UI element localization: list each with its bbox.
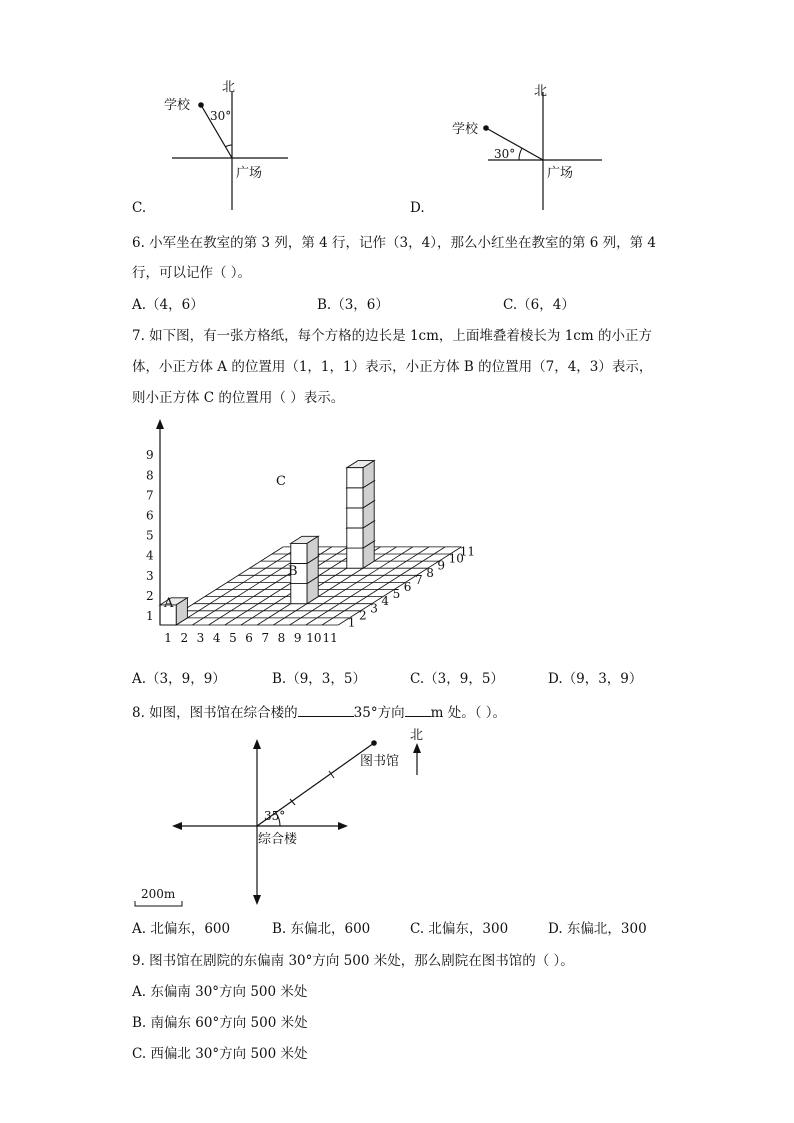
cube-face [347, 548, 363, 568]
q8-prefix: 8. 如图，图书馆在综合楼的 [132, 705, 298, 721]
cube-face [347, 508, 363, 528]
q8-blank-distance[interactable] [405, 703, 431, 717]
option-d-label: D. [410, 200, 425, 216]
y-tick-label: 7 [415, 572, 423, 587]
y-tick-label: 1 [347, 615, 356, 630]
y-tick-label: 4 [381, 594, 390, 609]
cube-label-b: B [288, 564, 298, 579]
q6-line2: 行，可以记作（ ）。 [132, 265, 252, 281]
option-c-label: C. [132, 200, 147, 216]
grid-line [322, 547, 445, 625]
y-tick-label: 11 [459, 544, 476, 559]
x-tick-label: 2 [180, 631, 189, 645]
axes [156, 419, 164, 625]
north-label: 北 [410, 728, 424, 743]
q6-line1: 6. 小军坐在教室的第 3 列，第 4 行，记作（3，4），那么小红坐在教室的第 6 列，第 4 [132, 235, 656, 251]
q6-option-a[interactable]: A.（4，6） [132, 297, 204, 313]
z-tick-label: 2 [146, 588, 154, 603]
q8-option-b[interactable]: B. 东偏北，600 [272, 921, 371, 937]
cube-label-a: A [164, 596, 174, 611]
scale-label: 200m [141, 887, 176, 901]
q9-line1: 9. 图书馆在剧院的东偏南 30°方向 500 米处，那么剧院在图书馆的（ ）。 [132, 953, 574, 969]
x-tick-label: 7 [261, 631, 270, 645]
q9-option-b[interactable]: B. 南偏东 60°方向 500 米处 [132, 1015, 308, 1031]
q8-suffix: m 处。（ ）。 [430, 705, 506, 721]
cube-face [347, 468, 363, 488]
angle-label: 35° [264, 809, 286, 823]
x-tick-label: 3 [196, 631, 205, 645]
library-label: 图书馆 [360, 754, 400, 769]
z-tick-label: 7 [146, 488, 154, 503]
z-tick-label: 5 [146, 528, 154, 543]
angle-label: 30° [210, 109, 232, 123]
q8-option-c[interactable]: C. 北偏东，300 [410, 921, 509, 937]
q7-option-d[interactable]: D.（9，3，9） [548, 671, 643, 687]
cubes [160, 461, 374, 625]
north-label: 北 [534, 84, 548, 99]
q8-middle: 35°方向 [353, 705, 405, 721]
grid-line [176, 547, 299, 625]
x-tick-label: 11 [322, 631, 338, 645]
q8-stem [132, 703, 506, 722]
x-tick-label: 5 [229, 631, 237, 645]
q7-grid-figure [130, 415, 500, 655]
z-tick-label: 6 [146, 508, 154, 523]
q8-option-d[interactable]: D. 东偏北，300 [548, 921, 647, 937]
cube-face [347, 528, 363, 548]
plaza-label: 广场 [236, 166, 263, 181]
x-tick-label: 9 [293, 631, 302, 645]
angle-label: 30° [494, 147, 516, 161]
q6-option-b[interactable]: B.（3，6） [317, 297, 389, 313]
q8-option-a[interactable]: A. 北偏东，600 [132, 921, 231, 937]
y-tick-label: 8 [426, 565, 434, 580]
figure-option-d [446, 76, 616, 216]
x-tick-label: 1 [164, 631, 172, 645]
z-tick-label: 1 [146, 609, 154, 623]
plaza-label: 广场 [547, 166, 574, 181]
school-label: 学校 [164, 98, 191, 113]
z-tick-label: 8 [146, 468, 154, 483]
school-label: 学校 [452, 122, 479, 137]
x-tick-label: 8 [277, 631, 286, 645]
q7-line3: 则小正方体 C 的位置用（ ）表示。 [132, 390, 345, 406]
cube-face [291, 543, 307, 563]
x-tick-label: 4 [212, 631, 221, 645]
z-tick-label: 9 [146, 448, 154, 463]
z-tick-label: 4 [146, 548, 154, 563]
building-label: 综合楼 [258, 832, 298, 847]
q6-option-c[interactable]: C.（6，4） [503, 297, 575, 313]
y-tick-label: 2 [359, 608, 367, 623]
cube-face [347, 488, 363, 508]
y-tick-label: 5 [392, 587, 401, 602]
q8-figure [130, 725, 430, 910]
q7-line2: 体，小正方体 A 的位置用（1，1，1）表示，小正方体 B 的位置用（7，4，3）表示， [132, 359, 653, 375]
q9-option-c[interactable]: C. 西偏北 30°方向 500 米处 [132, 1046, 308, 1062]
y-tick-label: 3 [370, 601, 378, 616]
z-axis-arrow [156, 419, 164, 429]
y-tick-label: 9 [437, 558, 446, 573]
cube-label-c: C [276, 474, 286, 489]
q7-option-a[interactable]: A.（3，9，9） [132, 671, 226, 687]
y-tick-label: 10 [448, 551, 464, 566]
q9-option-a[interactable]: A. 东偏南 30°方向 500 米处 [132, 984, 308, 1000]
q7-option-b[interactable]: B.（9，3，5） [272, 671, 366, 687]
grid-line [225, 547, 348, 625]
x-tick-label: 10 [306, 631, 322, 645]
figure-option-c [160, 76, 300, 216]
cube-face [291, 584, 307, 604]
z-tick-label: 3 [146, 568, 154, 583]
q7-option-c[interactable]: C.（3，9，5） [410, 671, 504, 687]
q8-blank-direction[interactable] [298, 703, 354, 717]
x-tick-label: 6 [245, 631, 253, 645]
y-tick-label: 6 [403, 579, 412, 594]
q7-line1: 7. 如下图，有一张方格纸，每个方格的边长是 1cm，上面堆叠着棱长为 1cm 的小正方 [132, 328, 652, 344]
north-label: 北 [222, 80, 236, 95]
